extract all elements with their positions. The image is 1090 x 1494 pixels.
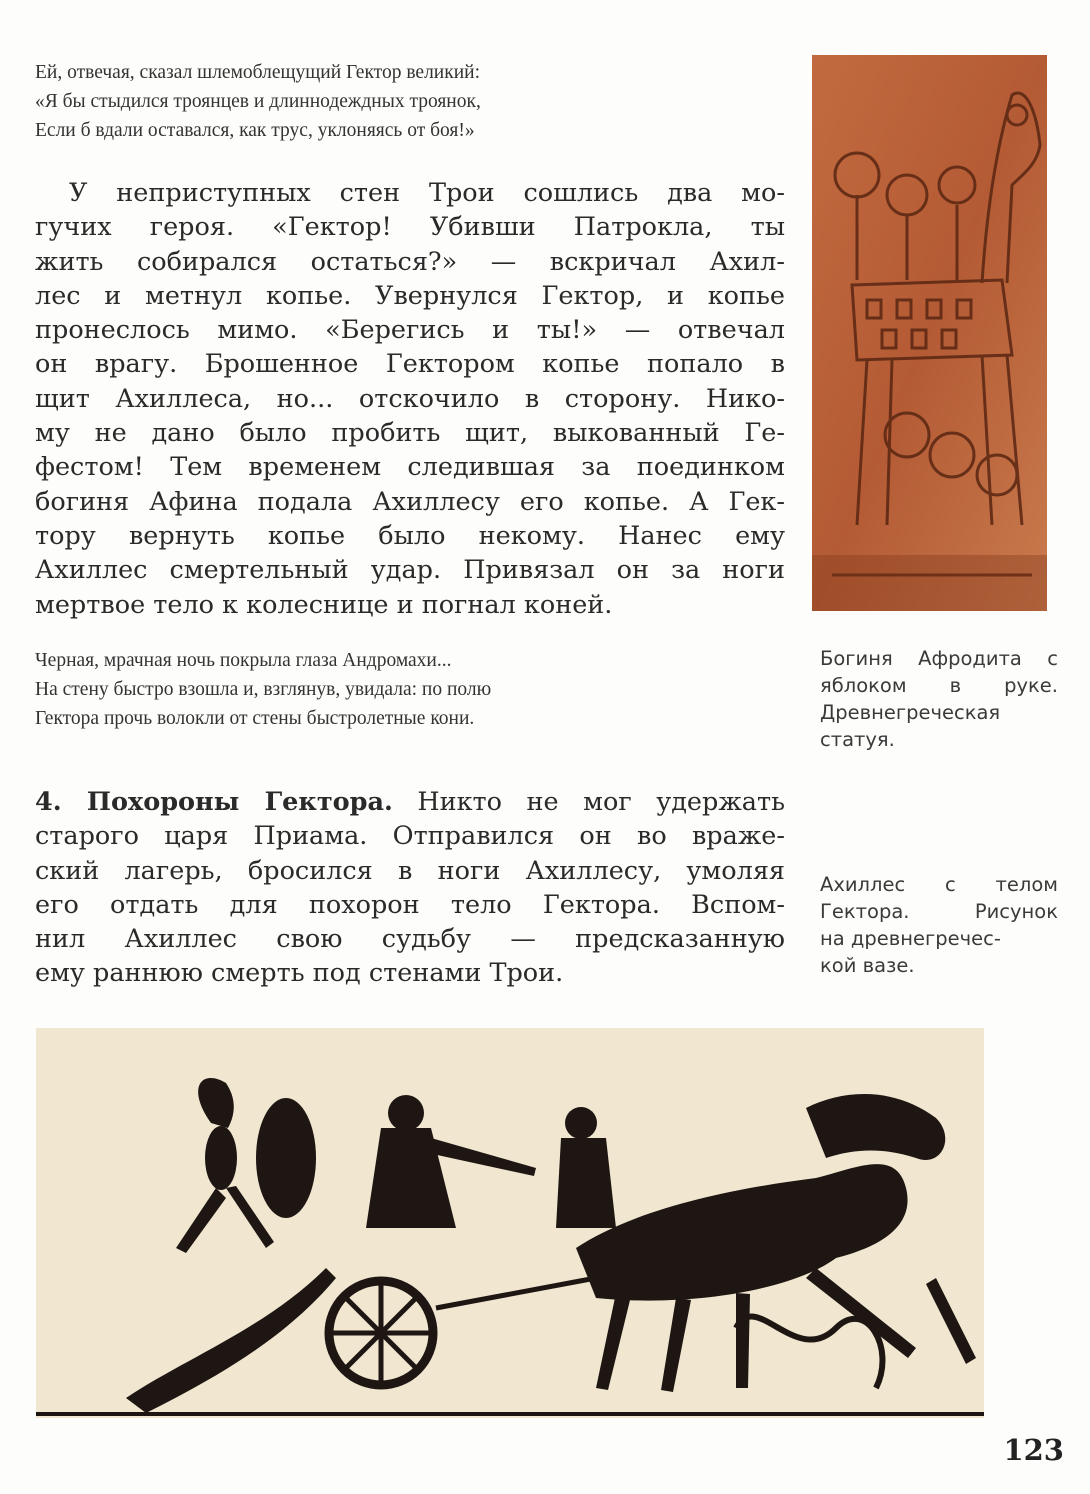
- caption-line: Ахиллес с телом: [820, 873, 1058, 896]
- terracotta-relief-image: [812, 55, 1047, 611]
- verse-quote-2: [35, 646, 715, 733]
- text-line: му не дано было пробить щит, выкованный Ге-: [35, 418, 785, 449]
- text-line: старого царя Приама. Отправился он во враже-: [35, 821, 785, 852]
- text-line: гучих героя. «Гектор! Убивши Патрокла, ты: [35, 212, 785, 243]
- caption-line: Древнегреческая: [820, 701, 1001, 724]
- verse-line: Гектора прочь волокли от стены быстролетные кони.: [35, 708, 475, 729]
- verse-quote-1: [35, 58, 715, 145]
- caption-line: статуя.: [820, 728, 895, 751]
- caption-line: Богиня Афродита с: [820, 647, 1058, 670]
- verse-line: Ей, отвечая, сказал шлемоблещущий Гектор великий:: [35, 62, 480, 83]
- caption-line: на древнегречес-: [820, 927, 1001, 950]
- text-line: [35, 785, 785, 819]
- text-line: тору вернуть копье было некому. Нанес ему: [35, 520, 785, 551]
- text-fragment: Никто не мог удержать: [392, 787, 785, 817]
- caption-line: Гектора. Рисунок: [820, 900, 1058, 923]
- verse-line: На стену быстро взошла и, взглянув, увидала: по полю: [35, 679, 492, 700]
- verse-line: Если б вдали оставался, как трус, уклоняясь от боя!»: [35, 120, 475, 141]
- text-line: его отдать для похорон тело Гектора. Вспом-: [35, 889, 785, 920]
- body-paragraph-2: [35, 785, 785, 991]
- caption-line: кой вазе.: [820, 954, 915, 977]
- verse-line: Черная, мрачная ночь покрыла глаза Андромахи...: [35, 650, 452, 671]
- body-paragraph-1: [35, 176, 785, 622]
- caption-line: яблоком в руке.: [820, 674, 1058, 697]
- verse-line: «Я бы стыдился троянцев и длиннодеждных троянок,: [35, 91, 481, 112]
- text-line: лес и метнул копье. Увернулся Гектор, и копье: [35, 280, 785, 311]
- text-line: ему раннюю смерть под стенами Трои.: [35, 958, 564, 989]
- text-line: жить собирался остаться?» — вскричал Ахил-: [35, 246, 785, 277]
- text-line: фестом! Тем временем следившая за поединком: [35, 452, 785, 483]
- section-heading: 4. Похороны Гектора.: [35, 787, 393, 817]
- text-line: ский лагерь, бросился в ноги Ахиллесу, умоляя: [35, 855, 785, 886]
- text-line: У неприступных стен Трои сошлись два мо-: [69, 178, 785, 208]
- text-line: Ахиллес смертельный удар. Привязал он за ноги: [35, 555, 785, 586]
- figure-caption-aphrodite: [820, 645, 1058, 753]
- text-line: он врагу. Брошенное Гектором копье попало в: [35, 349, 785, 380]
- text-line: нил Ахиллес свою судьбу — предсказанную: [35, 924, 785, 955]
- vase-painting-image: [36, 1028, 984, 1418]
- figure-caption-achilles: [820, 871, 1058, 979]
- text-line: богиня Афина подала Ахиллесу его копье. А Гек-: [35, 486, 785, 517]
- text-line: щит Ахиллеса, но... отскочило в сторону. Нико-: [35, 383, 785, 414]
- text-line: мертвое тело к колеснице и погнал коней.: [35, 589, 613, 620]
- text-line: пронеслось мимо. «Берегись и ты!» — отвечал: [35, 315, 785, 346]
- page-number: 123: [1003, 1433, 1064, 1467]
